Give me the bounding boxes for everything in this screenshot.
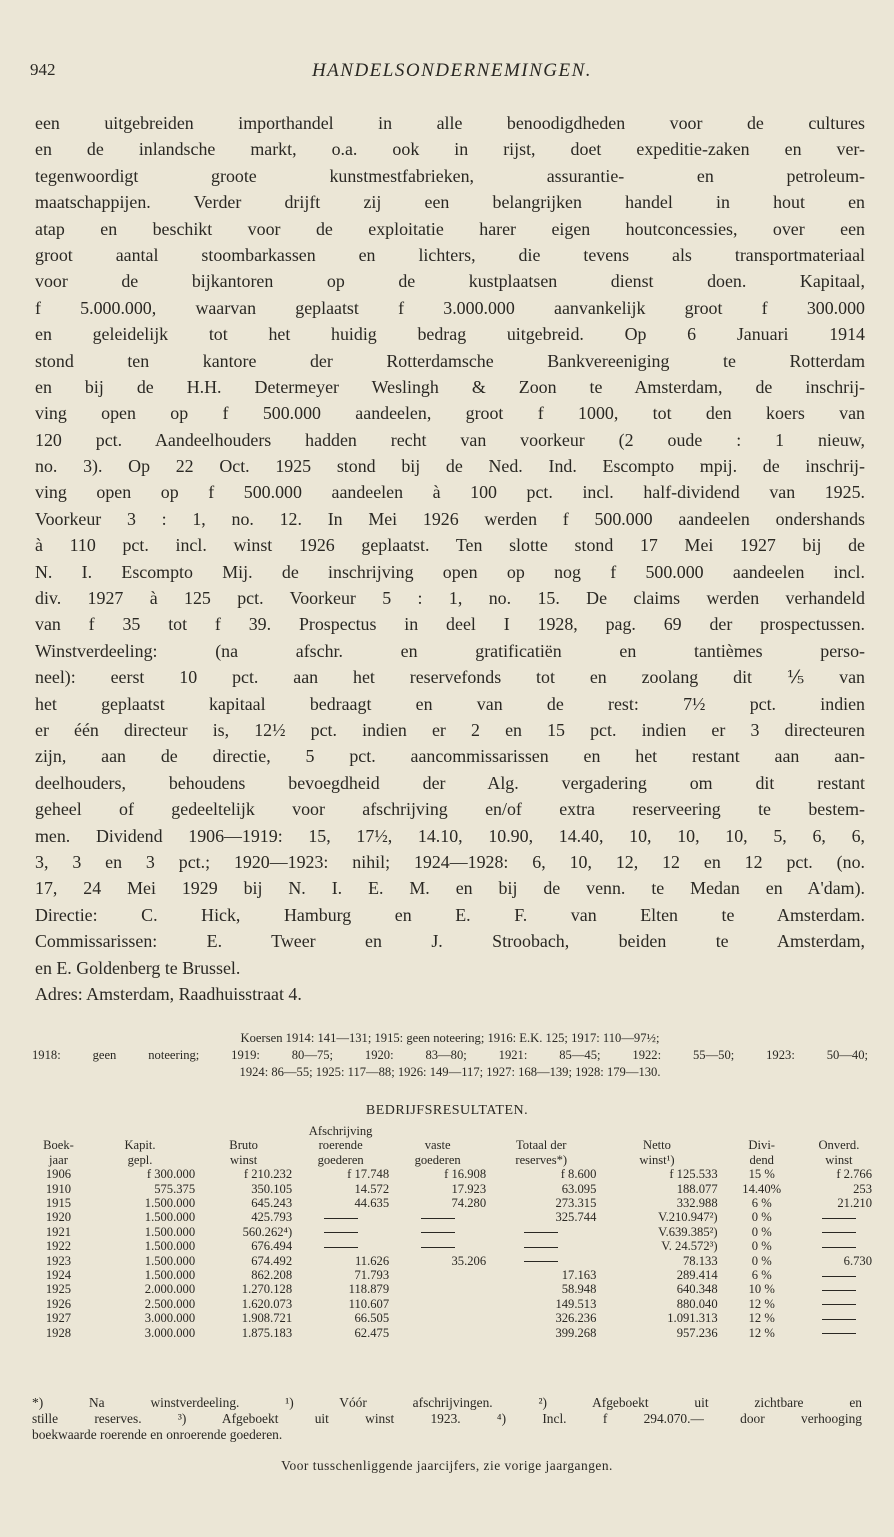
body-line: atap en beschikt voor de exploitatie harer eigen houtconcessies, over een [35,218,865,239]
table-cell: 1906 [45,1167,72,1182]
table-header-row [32,1153,872,1167]
table-cell: 78.133 [682,1253,718,1268]
table-row [32,1297,872,1311]
table-cell: 3.000.000 [144,1311,196,1326]
address-line: Adres: Amsterdam, Raadhuisstraat 4. [35,983,302,1004]
koersen-line: 1918: geen noteering; 1919: 80—75; 1920: 83—80; 1921: 85—45; 1922: 55—50; 1923: 50—40; [32,1048,868,1062]
table-cell: 66.505 [354,1311,390,1326]
table-cell: 0 % [751,1253,772,1268]
table-row [32,1326,872,1340]
table-cell: 2.500.000 [144,1296,196,1311]
body-line: stond ten kantore der Rotterdamsche Bankvereeniging te Rotterdam [35,350,865,371]
table-cell [806,1210,872,1224]
body-line: groot aantal stoombarkassen en lichters, die tevens als transportmateriaal [35,244,865,265]
table-header-cell: winst [825,1152,853,1167]
table-cell: 1925 [45,1282,72,1297]
body-line: voor de bijkantoren op de kustplaatsen dienst doen. Kapitaal, [35,271,865,292]
table-cell: 273.315 [555,1196,597,1211]
table-cell: 1920 [45,1210,72,1225]
table-cell: 325.744 [555,1210,597,1225]
table-cell: 880.040 [676,1296,718,1311]
body-line: neel): eerst 10 pct. aan het reservefonds tot en zoolang dit ⅕ van [35,667,865,688]
table-header-cell: dend [749,1152,774,1167]
table-cell: f 16.908 [444,1167,487,1182]
table-row [32,1268,872,1282]
body-line: een uitgebreiden importhandel in alle benoodigdheden voor de cultures [35,113,865,133]
results-title: BEDRIJFSRESULTATEN. [365,1103,529,1118]
table-cell [806,1282,872,1296]
dash-rule [524,1247,558,1248]
table-cell: 640.348 [676,1282,718,1297]
table-row [32,1239,872,1253]
table-cell [806,1297,872,1311]
table-cell: 149.513 [555,1296,597,1311]
table-row [32,1311,872,1325]
table-cell: 1926 [45,1296,72,1311]
table-cell: 957.236 [676,1325,718,1340]
results-table [32,1124,872,1340]
body-line: maatschappijen. Verder drijft zij een belangrijken handel in hout en [35,192,865,213]
table-header-cell: winst [229,1152,258,1167]
table-cell: 645.243 [251,1196,293,1211]
table-cell: 14.40% [742,1181,782,1196]
page-number: 942 [30,60,56,79]
table-cell [389,1282,486,1296]
table-header-cell [486,1124,596,1138]
dash-rule [822,1232,856,1233]
table-cell: 1927 [45,1311,72,1326]
body-line: 17, 24 Mei 1929 bij N. I. E. M. en bij de venn. te Medan en A'dam). [35,878,865,899]
table-cell: f 210.232 [243,1167,293,1182]
table-cell: 11.626 [354,1253,390,1268]
table-cell: 674.492 [251,1253,293,1268]
table-cell [486,1254,596,1268]
dash-rule [822,1218,856,1219]
body-line: zijn, aan de directie, 5 pct. aancommissarissen en het restant aan aan- [35,746,865,767]
koersen-line: 1924: 86—55; 1925: 117—88; 1926: 149—117; 1927: 168—139; 1928: 179—130. [239,1065,661,1079]
table-cell [389,1239,486,1253]
table-header-row [32,1138,872,1152]
dash-rule [324,1247,358,1248]
table-cell: 1922 [45,1239,72,1254]
dash-rule [822,1319,856,1320]
table-cell: 12 % [748,1325,775,1340]
table-cell: f 8.600 [560,1167,597,1182]
table-header-row [32,1124,872,1138]
table-cell: 10 % [748,1282,775,1297]
table-cell: f 17.748 [347,1167,390,1182]
table-row [32,1254,872,1268]
table-header-cell: winst¹) [639,1152,675,1167]
running-title: HANDELSONDERNEMINGEN. [311,60,593,81]
table-cell: 1.500.000 [144,1268,196,1283]
footnote-line: stille reserves. ³) Afgeboekt uit winst 1923. ⁴) Incl. f 294.070.— door verhooging [32,1411,862,1426]
table-header-cell: Afschrijving [308,1124,373,1138]
table-cell: 1.500.000 [144,1239,196,1254]
table-cell: 62.475 [354,1325,390,1340]
table-cell: 14.572 [354,1181,390,1196]
body-line: Directie: C. Hick, Hamburg en E. F. van Elten te Amsterdam. [35,904,865,925]
table-row [32,1282,872,1296]
table-header-cell: Netto [643,1138,671,1153]
table-cell: 350.105 [251,1181,293,1196]
page-header [30,60,874,88]
footnotes [32,1395,862,1443]
table-cell: 326.236 [555,1311,597,1326]
table-cell: f 2.766 [836,1167,872,1182]
table-cell: 1.875.183 [241,1325,293,1340]
footnote-line: boekwaarde roerende en onroerende goederen. [32,1427,283,1442]
dash-rule [822,1304,856,1305]
table-cell: 399.268 [555,1325,597,1340]
table-cell: 676.494 [251,1239,293,1254]
table-cell: 63.095 [561,1181,597,1196]
table-cell: 2.000.000 [144,1282,196,1297]
table-cell: 253 [853,1181,872,1196]
body-line: tegenwoordigt groote kunstmestfabrieken, assurantie- en petroleum- [35,165,865,186]
table-cell: V.210.947²) [658,1210,718,1225]
table-cell: 332.988 [676,1196,718,1211]
table-cell [292,1239,389,1253]
body-line: deelhouders, behoudens bevoegdheid der Alg. vergadering om dit restant [35,772,865,793]
table-cell: 74.280 [451,1196,487,1211]
body-line: ving open op f 500.000 aandeelen à 100 pct. incl. half-dividend van 1925. [35,482,865,503]
table-cell: 1.620.073 [241,1296,293,1311]
body-line: het geplaatst kapitaal bedraagt en van de rest: 7½ pct. indien [35,693,865,714]
table-header-cell: vaste [424,1138,451,1153]
table-cell: 110.607 [348,1296,390,1311]
table-header-cell: gepl. [127,1152,153,1167]
closing-note: Voor tusschenliggende jaarcijfers, zie vorige jaargangen. [281,1458,613,1473]
table-cell [806,1268,872,1282]
table-cell: V.639.385²) [658,1224,718,1239]
table-cell [806,1239,872,1253]
body-line: f 5.000.000, waarvan geplaatst f 3.000.000 aanvankelijk groot f 300.000 [35,297,865,318]
body-line: Voorkeur 3 : 1, no. 12. In Mei 1926 werden f 500.000 aandeelen ondershands [35,508,865,529]
table-cell: 1921 [45,1224,72,1239]
table-cell: 0 % [751,1210,772,1225]
table-cell [389,1210,486,1224]
table-cell: 15 % [748,1167,775,1182]
dash-rule [822,1290,856,1291]
table-cell [389,1311,486,1325]
table-row [32,1210,872,1224]
table-cell [389,1326,486,1340]
table-cell: 0 % [751,1224,772,1239]
table-cell: 3.000.000 [144,1325,196,1340]
table-cell: f 125.533 [669,1167,718,1182]
table-cell: 12 % [748,1296,775,1311]
table-cell: 1924 [45,1268,72,1283]
table-header-cell [85,1124,195,1138]
body-line: en E. Goldenberg te Brussel. [35,957,241,978]
table-cell: 1.091.313 [667,1311,718,1326]
table-cell: 1.500.000 [144,1196,196,1211]
dash-rule [524,1261,558,1262]
table-cell [389,1225,486,1239]
table-header-cell [596,1124,717,1138]
dash-rule [822,1333,856,1334]
table-cell: V. 24.572³) [661,1239,718,1254]
dash-rule [421,1218,455,1219]
dash-rule [324,1218,358,1219]
table-cell [389,1268,486,1282]
table-cell: 12 % [748,1311,775,1326]
table-header-cell: Boek- [43,1138,74,1153]
body-line: no. 3). Op 22 Oct. 1925 stond bij de Ned. Ind. Escompto mpij. de inschrij- [35,456,865,477]
table-header-cell [389,1124,486,1138]
table-cell: 1.270.128 [241,1282,293,1297]
table-row [32,1196,872,1210]
table-header-cell: reserves*) [515,1152,568,1167]
body-line: en de inlandsche markt, o.a. ook in rijst, doet expeditie-zaken en ver- [35,139,865,160]
table-header-cell: Kapit. [124,1138,156,1153]
table-cell: 560.262⁴) [242,1224,293,1239]
table-header-cell: goederen [317,1152,364,1167]
table-cell: 1915 [45,1196,72,1211]
body-line: 3, 3 en 3 pct.; 1920—1923: nihil; 1924—1928: 6, 10, 12, 12 en 12 pct. (no. [35,851,865,872]
table-cell: 44.635 [354,1196,390,1211]
body-line: geheel of gedeeltelijk voor afschrijving en/of extra reserveering te bestem- [35,799,865,820]
table-cell: 71.793 [354,1268,390,1283]
table-header-cell: Divi- [748,1138,776,1153]
table-cell: 1.908.721 [241,1311,293,1326]
body-line: ving open op f 500.000 aandeelen, groot f 1000, tot den koers van [35,403,865,424]
dash-rule [822,1247,856,1248]
table-cell: 289.414 [676,1268,718,1283]
table-row [32,1167,872,1181]
table-cell: 6 % [751,1196,772,1211]
table-cell [389,1297,486,1311]
table-cell [292,1225,389,1239]
table-header-cell [806,1124,872,1138]
table-row [32,1225,872,1239]
table-cell: 1.500.000 [144,1210,196,1225]
table-header-cell: goederen [414,1152,461,1167]
table-header-cell: Onverd. [818,1138,860,1153]
table-cell [806,1225,872,1239]
table-cell: 58.948 [561,1282,597,1297]
body-line: Winstverdeeling: (na afschr. en gratificatiën en tantièmes perso- [35,640,865,661]
table-cell: 6 % [751,1268,772,1283]
body-line: div. 1927 à 125 pct. Voorkeur 5 : 1, no. 15. De claims werden verhandeld [35,588,865,609]
body-line: en geleidelijk tot het huidig bedrag uitgebreid. Op 6 Januari 1914 [35,324,865,345]
body-line: 120 pct. Aandeelhouders hadden recht van voorkeur (2 oude : 1 nieuw, [35,429,865,450]
table-cell: 1.500.000 [144,1224,196,1239]
dash-rule [324,1232,358,1233]
table-cell: 862.208 [251,1268,293,1283]
table-cell [806,1326,872,1340]
koersen-line: Koersen 1914: 141—131; 1915: geen noteering; 1916: E.K. 125; 1917: 110—97½; [240,1031,660,1045]
table-cell: 118.879 [348,1282,390,1297]
body-line: N. I. Escompto Mij. de inschrijving open op nog f 500.000 aandeelen incl. [35,561,865,582]
table-cell [806,1311,872,1325]
body-line: en bij de H.H. Determeyer Weslingh & Zoon te Amsterdam, de inschrij- [35,376,865,397]
table-header-cell: Bruto [229,1138,258,1153]
table-cell [292,1210,389,1224]
table-cell: 35.206 [451,1253,487,1268]
dash-rule [524,1232,558,1233]
table-cell: 1923 [45,1253,72,1268]
table-cell [486,1239,596,1253]
koersen-block [32,1030,868,1081]
body-line: er één directeur is, 12½ pct. indien er 2 en 15 pct. indien er 3 directeuren [35,719,865,740]
table-header-cell [718,1124,806,1138]
table-cell: 17.163 [561,1268,597,1283]
table-row [32,1182,872,1196]
body-line: men. Dividend 1906—1919: 15, 17½, 14.10, 10.90, 14.40, 10, 10, 10, 5, 6, 6, [35,825,865,846]
table-header-cell: jaar [49,1152,68,1167]
table-cell: 188.077 [676,1181,718,1196]
table-cell: f 300.000 [146,1167,196,1182]
table-cell: 1928 [45,1325,72,1340]
body-text [35,110,865,1007]
body-line: à 110 pct. incl. winst 1926 geplaatst. Ten slotte stond 17 Mei 1927 bij de [35,535,865,556]
footnote-line: *) Na winstverdeeling. ¹) Vóór afschrijvingen. ²) Afgeboekt uit zichtbare en [32,1395,862,1410]
table-header-cell: Totaal der [515,1138,567,1153]
table-cell: 17.923 [451,1181,487,1196]
table-cell [486,1225,596,1239]
table-cell: 0 % [751,1239,772,1254]
table-header-cell: roerende [318,1138,363,1153]
dash-rule [822,1276,856,1277]
table-cell: 1910 [45,1181,72,1196]
table-header-cell [195,1124,292,1138]
dash-rule [421,1232,455,1233]
table-cell: 21.210 [837,1196,872,1211]
table-cell: 425.793 [251,1210,293,1225]
table-header-cell [32,1124,85,1138]
table-cell: 1.500.000 [144,1253,196,1268]
table-cell: 6.730 [843,1253,872,1268]
table-cell: 575.375 [154,1181,196,1196]
body-line: van f 35 tot f 39. Prospectus in deel I 1928, pag. 69 der prospectussen. [35,614,865,635]
body-line: Commissarissen: E. Tweer en J. Stroobach, beiden te Amsterdam, [35,931,865,952]
dash-rule [421,1247,455,1248]
